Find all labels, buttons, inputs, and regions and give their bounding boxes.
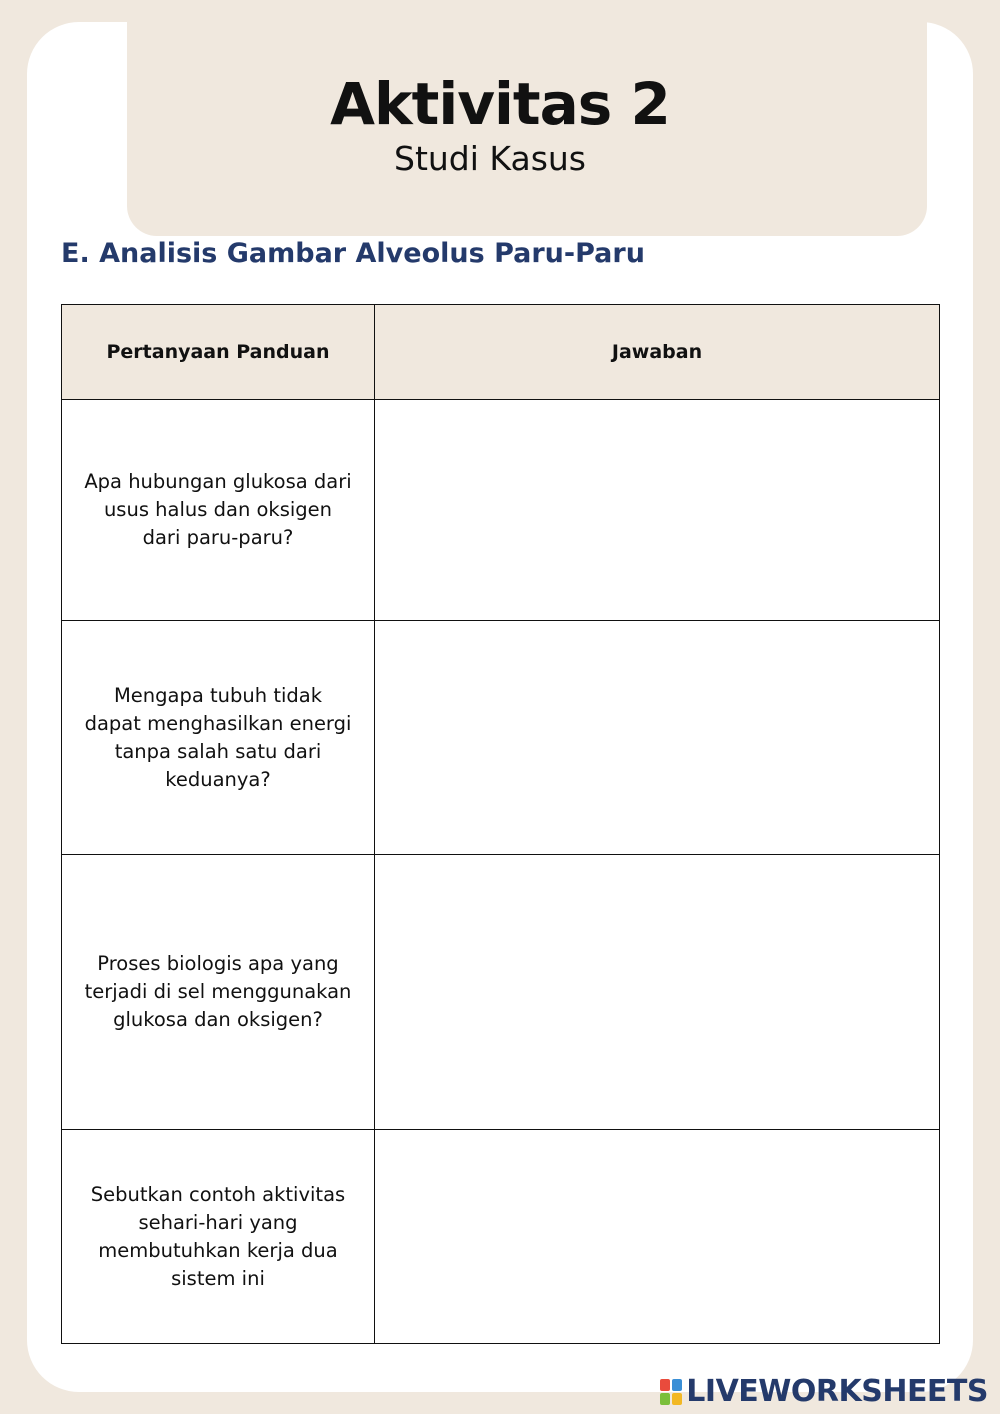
logo-text: LIVEWORKSHEETS	[686, 1374, 988, 1409]
question-answer-table	[61, 304, 940, 1344]
answer-cell[interactable]	[375, 621, 940, 855]
question-cell: Sebutkan contoh aktivitas sehari-hari yang membutuhkan kerja dua sistem ini	[62, 1130, 375, 1344]
table-row	[62, 621, 940, 855]
question-cell: Apa hubungan glukosa dari usus halus dan oksigen dari paru-paru?	[62, 400, 375, 621]
page-subtitle: Studi Kasus	[394, 139, 586, 178]
column-header-question: Pertanyaan Panduan	[62, 305, 375, 400]
liveworksheets-logo	[660, 1374, 988, 1409]
section-heading: E. Analisis Gambar Alveolus Paru-Paru	[61, 238, 645, 269]
logo-grid-icon	[660, 1379, 682, 1405]
answer-cell[interactable]	[375, 855, 940, 1130]
table-row	[62, 400, 940, 621]
question-cell: Mengapa tubuh tidak dapat menghasilkan energi tanpa salah satu dari keduanya?	[62, 621, 375, 855]
answer-cell[interactable]	[375, 400, 940, 621]
table-row	[62, 1130, 940, 1344]
page-title: Aktivitas 2	[330, 70, 670, 138]
table-row	[62, 855, 940, 1130]
table-header-row	[62, 305, 940, 400]
answer-cell[interactable]	[375, 1130, 940, 1344]
column-header-answer: Jawaban	[375, 305, 940, 400]
question-cell: Proses biologis apa yang terjadi di sel menggunakan glukosa dan oksigen?	[62, 855, 375, 1130]
